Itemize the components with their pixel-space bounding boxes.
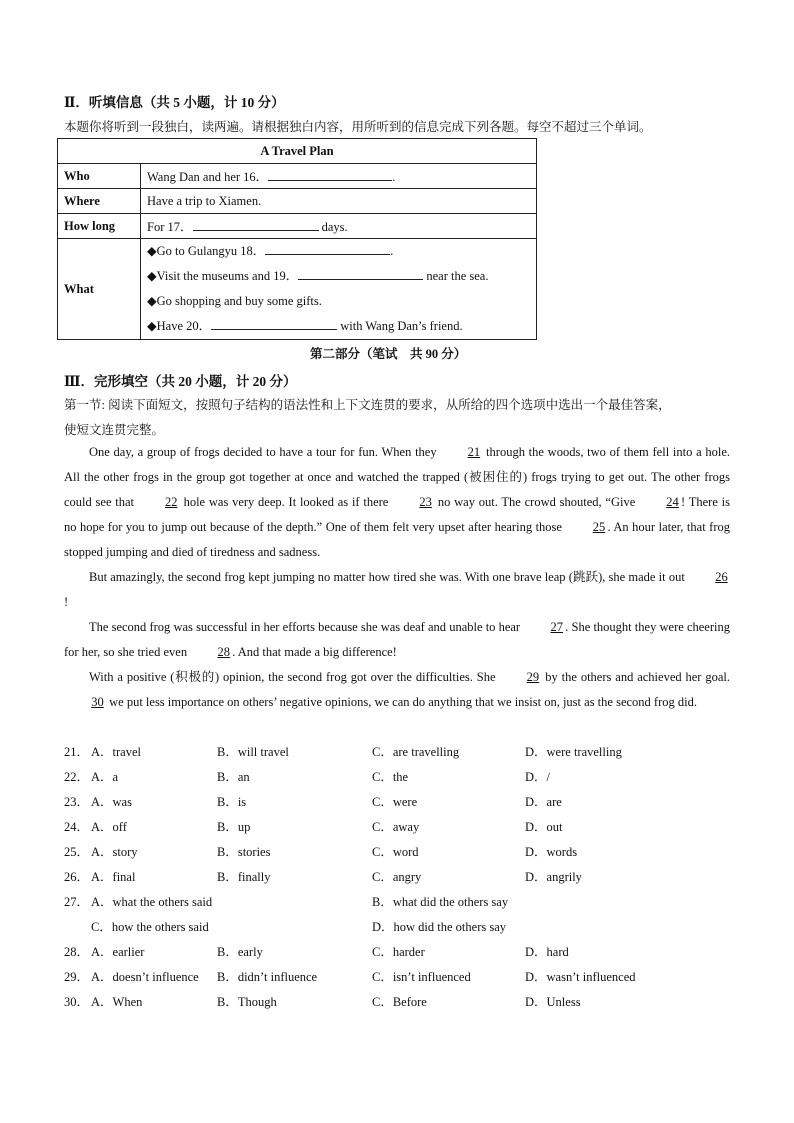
option-a[interactable]: A．travel (91, 745, 141, 759)
option-a[interactable]: A．what the others said (91, 895, 213, 909)
row-content: Wang Dan and her 16． . (141, 164, 537, 189)
question-30: 30． A．When B．Though C．Before D．Unless (64, 990, 744, 1015)
blank-30[interactable]: 30 (91, 695, 104, 709)
option-a[interactable]: A．was (91, 795, 132, 809)
row-content (141, 239, 537, 340)
row-label: Where (58, 189, 141, 214)
table-row (58, 214, 537, 239)
option-d[interactable]: D．out (525, 820, 563, 834)
question-26: 26． A．final B．finally C．angry D．angrily (64, 865, 744, 890)
section-2-title: Ⅱ．听填信息（共 5 小题，计 10 分） (64, 95, 285, 110)
row-label: Who (58, 164, 141, 189)
table-title: A Travel Plan (58, 139, 537, 164)
answer-blank-17[interactable] (193, 217, 319, 231)
row-content: For 17． days. (141, 214, 537, 239)
option-c[interactable]: C．how the others said (91, 920, 209, 934)
option-b[interactable]: B．will travel (217, 745, 289, 759)
option-c[interactable]: C．the (372, 770, 409, 784)
option-c[interactable]: C．word (372, 845, 419, 859)
blank-27[interactable]: 27 (550, 620, 563, 634)
travel-plan-table (57, 138, 537, 340)
row-content: Have a trip to Xiamen. (141, 189, 537, 214)
question-27: 27． A．what the others said B．what did the others say (64, 890, 744, 915)
option-a[interactable]: A．final (91, 870, 136, 884)
question-22: 22． A．a B．an C．the D．/ (64, 765, 744, 790)
option-d[interactable]: D．Unless (525, 995, 581, 1009)
option-b[interactable]: B．is (217, 795, 247, 809)
blank-23[interactable]: 23 (419, 495, 432, 509)
blank-25[interactable]: 25 (592, 520, 606, 534)
option-b[interactable]: B．didn’t influence (217, 970, 318, 984)
question-23: 23． A．was B．is C．were D．are (64, 790, 744, 815)
option-b[interactable]: B．stories (217, 845, 271, 859)
row-label: How long (58, 214, 141, 239)
passage-paragraph-1: One day, a group of frogs decided to have a tour for fun. When they 21 through the woods, two of them fell into a hole. All the other frogs in the group got together at once and watched the trapped (被困住的) frogs trying to get out. The other frogs could see that 22 hole was very deep. It looked as if there 23 no way out. The crowd shouted, “Give 24 ! There is no hope for you to jump out because of the depth.” One of them felt very upset after hearing those 25 . An hour later, that frog stopped jumping and died of tiredness and sadness. (64, 440, 730, 565)
table-row-what (58, 239, 537, 340)
question-25: 25． A．story B．stories C．word D．words (64, 840, 744, 865)
option-c[interactable]: C．were (372, 795, 418, 809)
question-28: 28． A．earlier B．early C．harder D．hard (64, 940, 744, 965)
option-d[interactable]: D．are (525, 795, 562, 809)
option-c[interactable]: C．angry (372, 870, 422, 884)
option-d[interactable]: D．were travelling (525, 745, 622, 759)
row-label: What (58, 239, 141, 340)
section-3-instructions: 第一节: 阅读下面短文，按照句子结构的语法性和上下文连贯的要求，从所给的四个选项中选出一个最佳答案， (64, 398, 671, 412)
option-b[interactable]: B．what did the others say (372, 895, 509, 909)
section-2-instructions: 本题你将听到一段独白，读两遍。请根据独白内容，用所听到的信息完成下列各题。每空不超过三个单词。 (64, 120, 652, 134)
section-3-title: Ⅲ．完形填空（共 20 小题，计 20 分） (64, 374, 297, 389)
option-c[interactable]: C．are travelling (372, 745, 460, 759)
blank-21[interactable]: 21 (467, 445, 481, 459)
what-item: ◆Go to Gulangyu 18． . (147, 239, 530, 264)
answer-blank-18[interactable] (265, 241, 390, 255)
option-d[interactable]: D．angrily (525, 870, 582, 884)
what-item: ◆Have 20． with Wang Dan’s friend. (147, 314, 530, 339)
cloze-passage (64, 440, 730, 715)
option-c[interactable]: C．Before (372, 995, 427, 1009)
table-row (58, 164, 537, 189)
option-d[interactable]: D．hard (525, 945, 569, 959)
option-b[interactable]: B．up (217, 820, 251, 834)
option-d[interactable]: D．/ (525, 770, 551, 784)
option-a[interactable]: A．When (91, 995, 143, 1009)
question-27-cont (64, 915, 744, 940)
question-29: 29． A．doesn’t influence B．didn’t influence C．isn’t influenced D．wasn’t influenced (64, 965, 744, 990)
option-a[interactable]: A．earlier (91, 945, 145, 959)
question-21: 21． A．travel B．will travel C．are travelling D．were travelling (64, 740, 744, 765)
option-a[interactable]: A．doesn’t influence (91, 970, 199, 984)
option-a[interactable]: A．off (91, 820, 127, 834)
blank-22[interactable]: 22 (165, 495, 178, 509)
option-d[interactable]: D．wasn’t influenced (525, 970, 636, 984)
passage-paragraph-2: But amazingly, the second frog kept jumping no matter how tired she was. With one brave leap (跳跃), she made it out 26! (64, 565, 730, 615)
blank-26[interactable]: 26 (715, 570, 728, 584)
blank-28[interactable]: 28 (217, 645, 230, 659)
option-b[interactable]: B．Though (217, 995, 277, 1009)
question-24: 24． A．off B．up C．away D．out (64, 815, 744, 840)
answer-blank-19[interactable] (298, 266, 423, 280)
option-c[interactable]: C．isn’t influenced (372, 970, 471, 984)
option-b[interactable]: B．finally (217, 870, 271, 884)
part-2-title: 第二部分（笔试 共 90 分） (310, 347, 467, 361)
option-b[interactable]: B．an (217, 770, 250, 784)
option-c[interactable]: C．away (372, 820, 420, 834)
blank-29[interactable]: 29 (526, 670, 540, 684)
answer-blank-16[interactable] (268, 167, 392, 181)
option-a[interactable]: A．a (91, 770, 119, 784)
option-b[interactable]: B．early (217, 945, 263, 959)
what-item: ◆Go shopping and buy some gifts. (147, 294, 322, 308)
answer-blank-20[interactable] (211, 316, 337, 330)
passage-paragraph-3: The second frog was successful in her efforts because she was deaf and unable to hear 27 . She thought they were cheering for her, so she tried even 28 . And that made a big difference! (64, 615, 730, 665)
option-a[interactable]: A．story (91, 845, 138, 859)
option-c[interactable]: C．harder (372, 945, 425, 959)
what-item: ◆Visit the museums and 19． near the sea. (147, 264, 530, 289)
option-d[interactable]: D．words (525, 845, 578, 859)
section-3-instructions-cont: 使短文连贯完整。 (64, 423, 165, 437)
option-d[interactable]: D．how did the others say (372, 920, 507, 934)
passage-paragraph-4: With a positive (积极的) opinion, the second frog got over the difficulties. She 29 by the others and achieved her goal. 30 we put less importance on others’ negative opinions, we can do anything that we insist on, just as the second frog did. (64, 665, 730, 715)
blank-24[interactable]: 24 (666, 495, 679, 509)
table-row (58, 189, 537, 214)
